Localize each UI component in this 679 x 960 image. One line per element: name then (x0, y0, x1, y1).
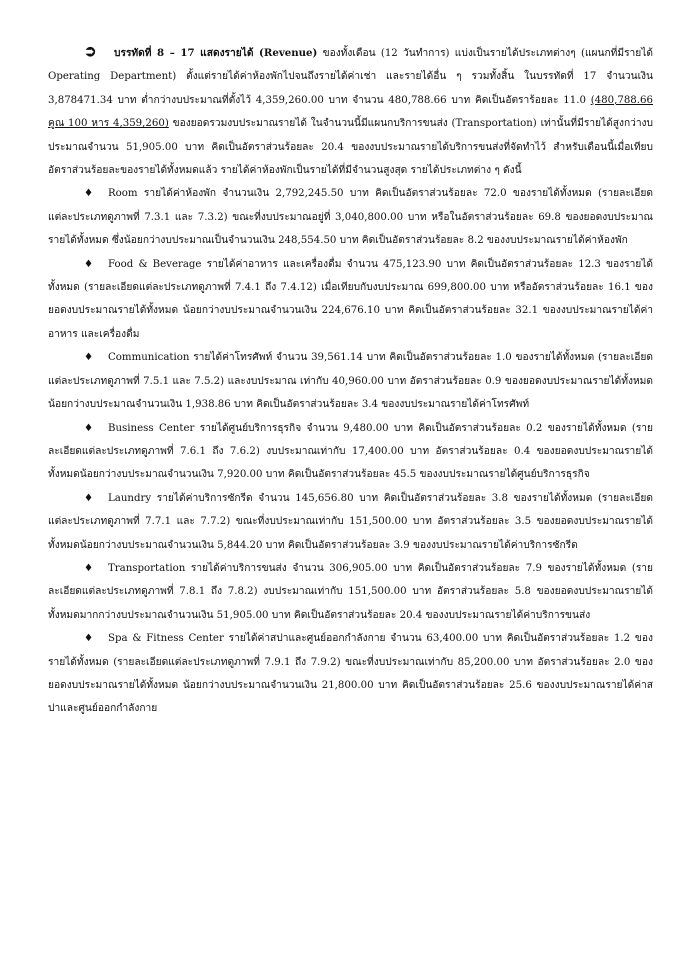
list-item-food-beverage (48, 253, 653, 347)
list-item-transportation (48, 557, 653, 627)
list-item-spa-fitness (48, 627, 653, 721)
list-item-room (48, 182, 653, 252)
diamond-bullet-icon: ♦ (84, 562, 94, 574)
diamond-bullet-icon: ♦ (84, 492, 94, 504)
list-item-text: Food & Beverage รายได้ค่าอาหาร และเครื่องดื่ม จำนวน 475,123.90 บาท คิดเป็นอัตราส่วนร้อยละ 12.3 ของรายได้ทั้งหมด (รายละเอียดแต่ละประเภทดูภาพที่ 7.4.1 ถึง 7.4.12) เมื่อเทียบกับงบประมาณ 699,800.00 บาท หรืออัตราส่วนร้อยละ 16.1 ของยอดงบประมาณรายได้ทั้งหมด น้อยกว่างบประมาณจำนวนเงิน 224,676.10 บาท คิดเป็นอัตราส่วนร้อยละ 32.1 ของงบประมาณรายได้ค่าอาหาร และเครื่องดื่ม (48, 258, 653, 340)
list-item-text: Spa & Fitness Center รายได้ค่าสปาและศูนย์ออกกำลังกาย จำนวน 63,400.00 บาท คิดเป็นอัตราส่วนร้อยละ 1.2 ของรายได้ทั้งหมด (รายละเอียดแต่ละประเภทดูภาพที่ 7.9.1 ถึง 7.9.2) ขณะที่งบประมาณเท่ากับ 85,200.00 บาท อัตราส่วนร้อยละ 2.0 ของยอดงบประมาณรายได้ทั้งหมด น้อยกว่างบประมาณจำนวนเงิน 21,800.00 บาท คิดเป็นอัตราส่วนร้อยละ 25.6 ของงบประมาณรายได้ค่าสปาและศูนย์ออกกำลังกาย (48, 633, 653, 715)
list-item-text: Transportation รายได้ค่าบริการขนส่ง จำนวน 306,905.00 บาท คิดเป็นอัตราส่วนร้อยละ 7.9 ของรายได้ทั้งหมด (รายละเอียดแต่ละประเภทดูภาพที่ 7.8.1 ถึง 7.8.2) งบประมาณเท่ากับ 151,500.00 บาท อัตราส่วนร้อยละ 5.8 ของยอดงบประมาณรายได้ทั้งหมดมากกว่างบประมาณจำนวนเงิน 51,905.00 บาท คิดเป็นอัตราส่วนร้อยละ 20.4 ของงบประมาณรายได้ค่าบริการขนส่ง (48, 562, 653, 621)
section-title: บรรทัดที่ 8 – 17 แสดงรายได้ (Revenue) (114, 47, 318, 59)
list-item-laundry (48, 487, 653, 557)
intro-text-2: ของยอดรวมงบประมาณรายได้ ในจำนวนนี้มีแผนกบริการขนส่ง (Transportation) เท่านั้นที่มีรายได้สูงกว่างบประมาณจำนวน 51,905.00 บาท คิดเป็นอัตราส่วนร้อยละ 20.4 ของงบประมาณรายได้บริการขนส่งที่จัดทำไว้ สำหรับเดือนนี้เมื่อเทียบอัตราส่วนร้อยละของรายได้ทั้งหมดแล้ว รายได้ค่าห้องพักเป็นรายได้ที่มีจำนวนสูงสุด รายได้ประเภทต่าง ๆ ดังนี้ (48, 118, 653, 177)
list-item-business-center (48, 417, 653, 487)
diamond-bullet-icon: ♦ (84, 258, 94, 270)
intro-paragraph (48, 42, 653, 182)
diamond-bullet-icon: ♦ (84, 633, 94, 645)
intro-text-1: ของทั้งเดือน (12 วันทำการ) แบ่งเป็นรายได้ประเภทต่างๆ (แผนกที่มีรายได้ Operating Department) ตั้งแต่รายได้ค่าห้องพักไปจนถึงรายได้ค่าเช่า และรายได้อื่น ๆ รวมทั้งสิ้น ในบรรทัดที่ 17 จำนวนเงิน 3,878471.34 บาท ต่ำกว่างบประมาณที่ตั้งไว้ 4,359,260.00 บาท จำนวน 480,788.66 บาท คิดเป็นอัตราร้อยละ 11.0 (48, 48, 653, 106)
diamond-bullet-icon: ♦ (84, 352, 94, 364)
list-item-communication (48, 346, 653, 416)
list-item-text: Laundry รายได้ค่าบริการซักรีด จำนวน 145,656.80 บาท คิดเป็นอัตราส่วนร้อยละ 3.8 ของรายได้ทั้งหมด (รายละเอียดแต่ละประเภทดูภาพที่ 7.7.1 และ 7.7.2) ขณะที่งบประมาณเท่ากับ 151,500.00 บาท อัตราส่วนร้อยละ 3.5 ของยอดงบประมาณรายได้ทั้งหมดน้อยกว่างบประมาณจำนวนเงิน 5,844.20 บาท คิดเป็นอัตราส่วนร้อยละ 3.9 ของงบประมาณรายได้ค่าบริการซักรีด (48, 492, 653, 551)
list-item-text: Room รายได้ค่าห้องพัก จำนวนเงิน 2,792,245.50 บาท คิดเป็นอัตราส่วนร้อยละ 72.0 ของรายได้ทั้งหมด (รายละเอียดแต่ละประเภทดูภาพที่ 7.3.1 และ 7.3.2) ขณะที่งบประมาณอยู่ที่ 3,040,800.00 บาท หรือในอัตราส่วนร้อยละ 69.8 ของยอดงบประมาณรายได้ทั้งหมด ซึ่งน้อยกว่างบประมาณเป็นจำนวนเงิน 248,554.50 บาท คิดเป็นอัตราส่วนร้อยละ 8.2 ของงบประมาณรายได้ค่าห้องพัก (48, 188, 653, 247)
intro-formula: (480,788.66 คูณ 100 หาร 4,359,260) (48, 94, 653, 130)
diamond-bullet-icon: ♦ (84, 188, 94, 200)
diamond-bullet-icon: ♦ (84, 422, 94, 434)
list-item-text: Communication รายได้ค่าโทรศัพท์ จำนวน 39,561.14 บาท คิดเป็นอัตราส่วนร้อยละ 1.0 ของรายได้ทั้งหมด (รายละเอียดแต่ละประเภทดูภาพที่ 7.5.1 และ 7.5.2) และงบประมาณ เท่ากับ 40,960.00 บาท อัตราส่วนร้อยละ 0.9 ของยอดงบประมาณรายได้ทั้งหมดน้อยกว่างบประมาณจำนวนเงิน 1,938.86 บาท คิดเป็นอัตราส่วนร้อยละ 3.4 ของงบประมาณรายได้ค่าโทรศัพท์ (48, 352, 653, 411)
arrow-bullet-icon: ➲ (84, 42, 97, 60)
list-item-text: Business Center รายได้ศูนย์บริการธุรกิจ จำนวน 9,480.00 บาท คิดเป็นอัตราส่วนร้อยละ 0.2 ของรายได้ทั้งหมด (รายละเอียดแต่ละประเภทดูภาพที่ 7.6.1 ถึง 7.6.2) งบประมาณเท่ากับ 17,400.00 บาท อัตราส่วนร้อยละ 0.4 ของยอดงบประมาณรายได้ทั้งหมดน้อยกว่างบประมาณจำนวนเงิน 7,920.00 บาท คิดเป็นอัตราส่วนร้อยละ 45.5 ของงบประมาณรายได้ศูนย์บริการธุรกิจ (48, 422, 653, 481)
